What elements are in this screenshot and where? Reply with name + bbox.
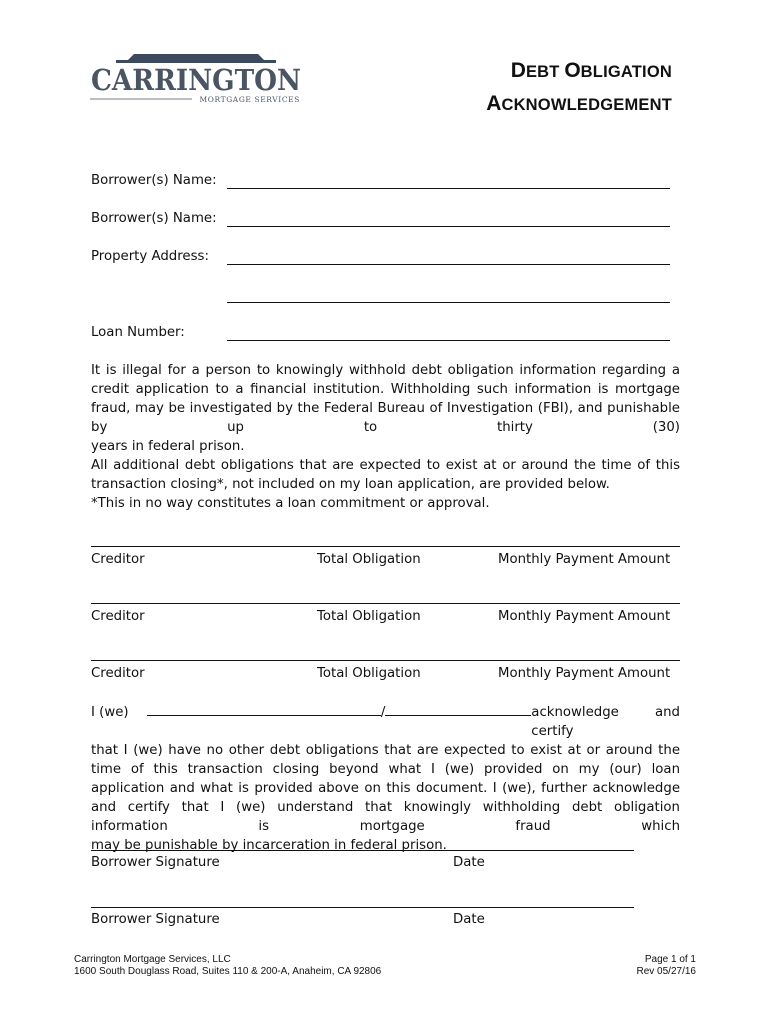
cert-suffix: acknowledge and certify	[531, 705, 680, 739]
document-title	[486, 55, 672, 121]
fraud-warning-paragraph	[91, 361, 680, 456]
property-address-field[interactable]	[227, 264, 670, 265]
certification-body-last: may be punishable by incarceration in federal prison.	[91, 838, 447, 853]
footer-page: Page 1 of 1	[644, 954, 696, 965]
title-line-1: DEBT OBLIGATION	[510, 59, 672, 82]
title-line-2: ACKNOWLEDGEMENT	[486, 92, 672, 115]
cert-slash: /	[380, 705, 386, 720]
borrower-signature-label-1: Borrower Signature	[91, 855, 220, 870]
debt-row-line-1[interactable]	[91, 546, 680, 547]
carrington-logo	[88, 50, 304, 110]
fraud-warning-text-last: years in federal prison.	[91, 439, 245, 454]
certification-body: that I (we) have no other debt obligations that are expected to exist at or around the time of this transaction closing beyond what I (we) provided on my (our) loan application and what is provided above on this document. I (we), further acknowledge and certify that I (we) understand that knowingly withholding debt obligation information is mortgage fraud which	[91, 743, 680, 834]
monthly-payment-label-3: Monthly Payment Amount	[498, 666, 671, 681]
monthly-payment-label-2: Monthly Payment Amount	[498, 609, 671, 624]
logo-wordmark: CARRINGTON	[91, 63, 301, 97]
total-obligation-label-1: Total Obligation	[317, 552, 421, 567]
footer-company: Carrington Mortgage Services, LLC	[74, 954, 231, 965]
borrower-name-blank-2[interactable]	[385, 703, 531, 716]
debt-row-line-3[interactable]	[91, 660, 680, 661]
fraud-warning-text: It is illegal for a person to knowingly withhold debt obligation information regarding a credit application to a financial institution. Withholding such information is mortgage fraud, may be investigated by the Federal Bureau of Investigation (FBI), and punishable by up to thirty (30)	[91, 363, 680, 435]
logo-roof	[128, 54, 264, 60]
creditor-label-2: Creditor	[91, 609, 145, 624]
additional-text: All additional debt obligations that are expected to exist at or around the time of this	[91, 458, 680, 473]
additional-obligations-paragraph	[91, 456, 680, 513]
borrower2-label: Borrower(s) Name:	[91, 211, 217, 226]
borrower2-field[interactable]	[227, 226, 670, 227]
loan-number-label: Loan Number:	[91, 325, 185, 340]
total-obligation-label-2: Total Obligation	[317, 609, 421, 624]
borrower1-field[interactable]	[227, 188, 670, 189]
total-obligation-label-3: Total Obligation	[317, 666, 421, 681]
property-address-label: Property Address:	[91, 249, 209, 264]
cert-prefix: I (we)	[91, 705, 133, 720]
loan-number-field[interactable]	[227, 340, 670, 341]
borrower-signature-line-2[interactable]	[91, 907, 634, 908]
logo-tagline: MORTGAGE SERVICES	[199, 95, 300, 104]
disclaimer-text: *This in no way constitutes a loan commitment or approval.	[91, 496, 490, 511]
creditor-label-3: Creditor	[91, 666, 145, 681]
borrower-signature-line-1[interactable]	[91, 850, 634, 851]
additional-text-2: transaction closing*, not included on my loan application, are provided below.	[91, 477, 610, 492]
footer-address: 1600 South Douglass Road, Suites 110 & 200-A, Anaheim, CA 92806	[74, 966, 382, 977]
borrower-name-blank-1[interactable]	[147, 703, 381, 716]
certification-first-line	[91, 703, 680, 741]
footer-left	[74, 954, 381, 978]
borrower-signature-label-2: Borrower Signature	[91, 912, 220, 927]
monthly-payment-label-1: Monthly Payment Amount	[498, 552, 671, 567]
date-label-2: Date	[453, 912, 485, 927]
footer-revision: Rev 05/27/16	[636, 966, 696, 977]
footer-right	[637, 954, 697, 978]
creditor-label-1: Creditor	[91, 552, 145, 567]
date-label-1: Date	[453, 855, 485, 870]
borrower1-label: Borrower(s) Name:	[91, 173, 217, 188]
certification-paragraph	[91, 703, 680, 855]
debt-row-line-2[interactable]	[91, 603, 680, 604]
property-address-field-2[interactable]	[227, 302, 670, 303]
